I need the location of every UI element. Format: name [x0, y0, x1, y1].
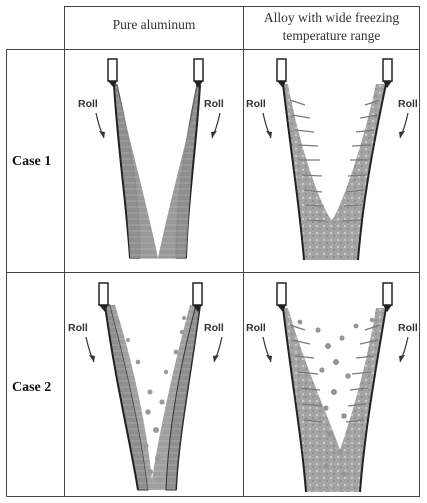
nozzle-right [194, 59, 203, 81]
cell-alloy-case1 [246, 59, 418, 260]
roll-label-left: Roll [78, 98, 98, 110]
row-label-case1: Case 1 [12, 154, 52, 169]
nozzle-right [193, 283, 202, 305]
roll-label-right: Roll [204, 322, 224, 334]
column-header-alloy [244, 9, 419, 45]
roll-label-left: Roll [246, 98, 266, 110]
column-header-alloy-line1: Alloy with wide freezing [263, 10, 400, 25]
roll-label-right: Roll [398, 322, 418, 334]
roll-label-left: Roll [68, 322, 88, 334]
nozzle-right [383, 59, 392, 81]
cell-pure-case1 [78, 59, 224, 258]
roll-label-right: Roll [204, 98, 224, 110]
column-header-pure-aluminum: Pure aluminum [112, 17, 196, 32]
cell-pure-case2 [68, 283, 224, 490]
roll-label-left: Roll [246, 322, 266, 334]
row-label-case2: Case 2 [12, 380, 52, 395]
nozzle-left [108, 59, 117, 81]
nozzle-left [99, 283, 108, 305]
nozzle-left [277, 283, 286, 305]
nozzle-right [383, 283, 392, 305]
nozzle-left [277, 59, 286, 81]
column-header-alloy-line2: temperature range [282, 28, 381, 43]
cell-alloy-case2 [246, 283, 418, 492]
roll-label-right: Roll [398, 98, 418, 110]
